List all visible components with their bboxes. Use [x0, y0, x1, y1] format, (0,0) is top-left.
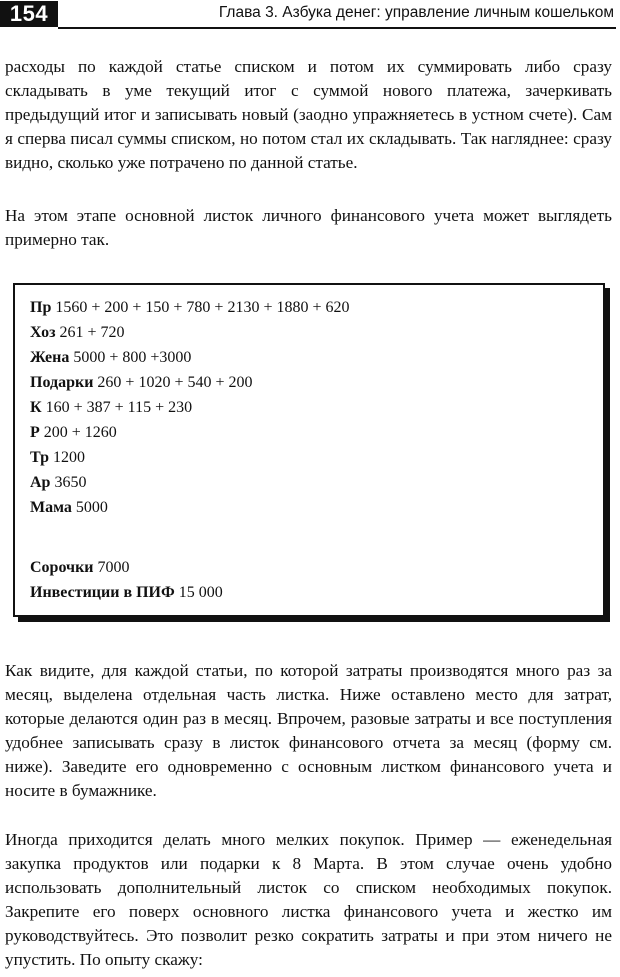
ledger-entry-label: Жена: [30, 349, 70, 366]
ledger-entry-label: Подарки: [30, 374, 94, 391]
ledger-entry-label: Инвестиции в ПИФ: [30, 584, 175, 601]
page-header: [0, 0, 620, 30]
ledger-entry-values: 1200: [52, 449, 85, 466]
ledger-entry-label: Сорочки: [30, 559, 94, 576]
ledger-entry-label: Ар: [30, 474, 51, 491]
ledger-entry-values: 260 + 1020 + 540 + 200: [97, 374, 253, 391]
ledger-entry-values: 3650: [54, 474, 87, 491]
ledger-entry-label: Хоз: [30, 324, 56, 341]
ledger-entry: [30, 423, 117, 443]
ledger-entry: [30, 348, 191, 368]
ledger-entry-values: 15 000: [178, 584, 223, 601]
ledger-entry-label: Пр: [30, 299, 52, 316]
ledger-entry-label: К: [30, 399, 42, 416]
ledger-one-time-entry: [30, 583, 223, 603]
ledger-entry: [30, 398, 192, 418]
ledger-entry-label: Тр: [30, 449, 49, 466]
ledger-entry-values: 200 + 1260: [43, 424, 117, 441]
ledger-entry-label: Мама: [30, 499, 72, 516]
ledger-entry-values: 5000 + 800 +3000: [73, 349, 192, 366]
ledger-entry: [30, 298, 349, 318]
ledger-entry-label: Р: [30, 424, 40, 441]
paragraph-3: Как видите, для каждой статьи, по которой затраты производятся много раз за месяц, выделена отдельная часть листка. Ниже оставлено место для затрат, которые делаются один раз в месяц. Впрочем, разовые затраты и все поступления удобнее записывать сразу в листок финансового отчета за месяц (форму см. ниже). Заведите его одновременно с основным листком финансового учета и носите в бумажнике.: [5, 661, 612, 800]
paragraph-4: Иногда приходится делать много мелких покупок. Пример — еженедельная закупка продуктов или подарки к 8 Марта. В этом случае очень удобно использовать дополнительный листок со списком необходимых покупок. Закрепите его поверх основного листка финансового учета и жестко им руководствуйтесь. Это позволит резко сократить затраты и при этом ничего не упустить. По опыту скажу:: [5, 830, 612, 969]
paragraph-2: На этом этапе основной листок личного финансового учета может выглядеть примерно так.: [5, 206, 612, 249]
ledger-entry-values: 1560 + 200 + 150 + 780 + 2130 + 1880 + 620: [55, 299, 350, 316]
ledger-entry: [30, 323, 125, 343]
ledger-entry: [30, 498, 108, 518]
paragraph-1: расходы по каждой статье списком и потом их суммировать либо сразу складывать в уме текущий итог с суммой нового платежа, зачеркивать предыдущий итог и записывать новый (заодно упражняетесь в устном счете). Сам я сперва писал суммы списком, но потом стал их складывать. Так нагляднее: сразу видно, сколько уже потрачено по данной статье.: [5, 57, 612, 172]
ledger-entry-values: 5000: [75, 499, 108, 516]
ledger-entry-values: 7000: [97, 559, 130, 576]
ledger-entry: [30, 448, 85, 468]
header-rule: [58, 27, 616, 29]
ledger-entry-values: 160 + 387 + 115 + 230: [45, 399, 193, 416]
ledger-sheet: [13, 283, 605, 617]
ledger-one-time-entry: [30, 558, 130, 578]
chapter-title: Глава 3. Азбука денег: управление личным кошельком: [218, 4, 614, 21]
page-number: 154: [0, 1, 58, 27]
ledger-entry-values: 261 + 720: [59, 324, 125, 341]
ledger-entry: [30, 473, 86, 493]
ledger-entry: [30, 373, 253, 393]
